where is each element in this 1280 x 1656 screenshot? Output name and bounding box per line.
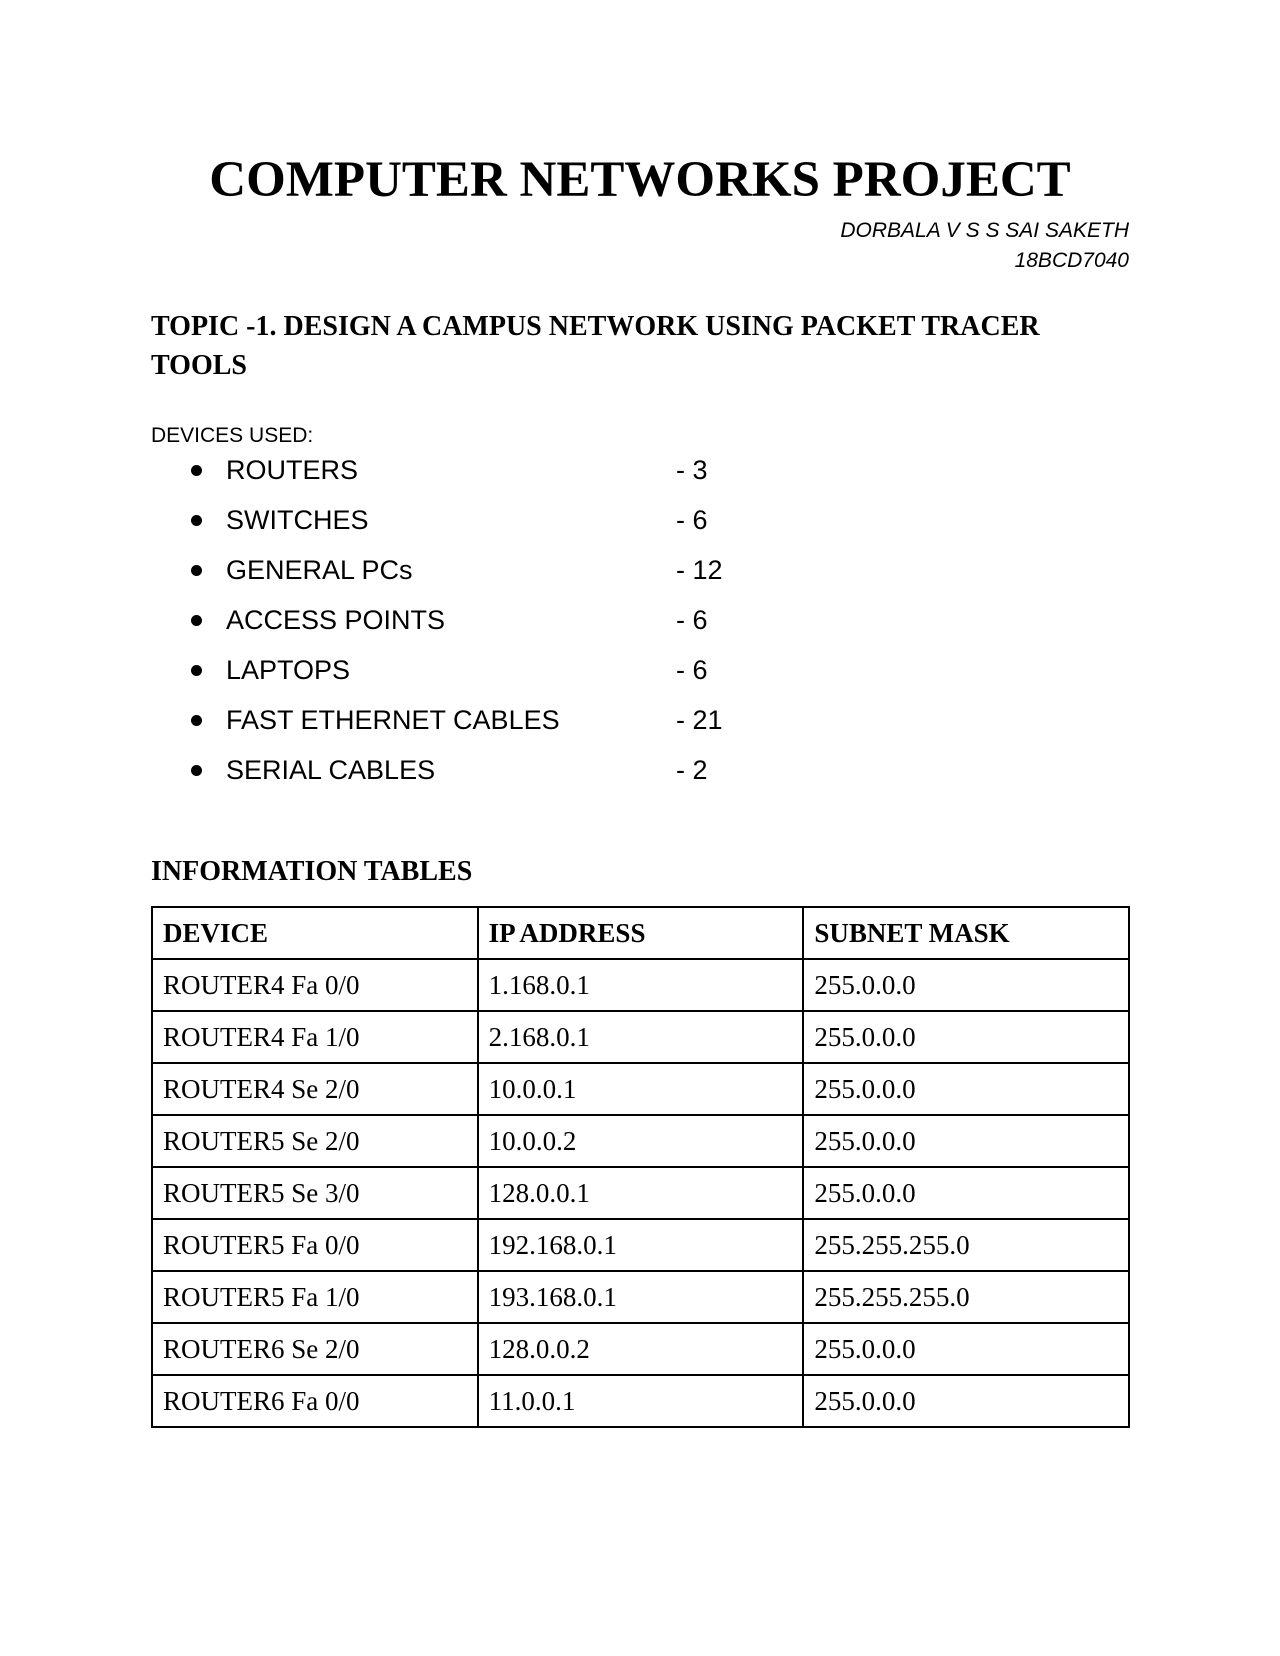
- information-table: [151, 906, 1130, 1428]
- cell-ip-address: 10.0.0.1: [478, 1063, 804, 1115]
- cell-ip-address: 2.168.0.1: [478, 1011, 804, 1063]
- bullet-icon: [191, 765, 202, 776]
- cell-subnet-mask: 255.0.0.0: [803, 1323, 1129, 1375]
- table-row: [152, 1375, 1129, 1427]
- author-block: [840, 216, 1129, 276]
- device-count: - 12: [676, 555, 723, 585]
- bullet-icon: [191, 565, 202, 576]
- column-header-ip-address: IP ADDRESS: [478, 907, 804, 959]
- author-name: DORBALA V S S SAI SAKETH: [840, 219, 1129, 242]
- table-row: [152, 1323, 1129, 1375]
- table-row: [152, 1167, 1129, 1219]
- device-count: - 3: [676, 455, 708, 485]
- cell-device: ROUTER6 Se 2/0: [152, 1323, 478, 1375]
- cell-device: ROUTER5 Fa 0/0: [152, 1219, 478, 1271]
- device-name: LAPTOPS: [226, 655, 351, 685]
- cell-ip-address: 193.168.0.1: [478, 1271, 804, 1323]
- cell-ip-address: 1.168.0.1: [478, 959, 804, 1011]
- cell-subnet-mask: 255.0.0.0: [803, 1375, 1129, 1427]
- table-row: [152, 959, 1129, 1011]
- device-name: SWITCHES: [226, 505, 369, 535]
- table-row: [152, 1011, 1129, 1063]
- device-name: FAST ETHERNET CABLES: [226, 705, 560, 735]
- device-name: ROUTERS: [226, 455, 359, 485]
- cell-subnet-mask: 255.0.0.0: [803, 1115, 1129, 1167]
- table-row: [152, 1271, 1129, 1323]
- cell-subnet-mask: 255.0.0.0: [803, 959, 1129, 1011]
- cell-device: ROUTER4 Fa 1/0: [152, 1011, 478, 1063]
- device-count: - 6: [676, 505, 708, 535]
- device-name: ACCESS POINTS: [226, 605, 446, 635]
- cell-subnet-mask: 255.255.255.0: [803, 1219, 1129, 1271]
- cell-device: ROUTER5 Se 2/0: [152, 1115, 478, 1167]
- device-count: - 2: [676, 755, 708, 785]
- bullet-icon: [191, 465, 202, 476]
- bullet-icon: [191, 615, 202, 626]
- information-tables-heading: INFORMATION TABLES: [151, 856, 473, 887]
- bullet-icon: [191, 715, 202, 726]
- cell-ip-address: 128.0.0.1: [478, 1167, 804, 1219]
- device-count: - 21: [676, 705, 723, 735]
- table-header-row: [152, 907, 1129, 959]
- cell-device: ROUTER4 Se 2/0: [152, 1063, 478, 1115]
- cell-subnet-mask: 255.0.0.0: [803, 1063, 1129, 1115]
- cell-device: ROUTER6 Fa 0/0: [152, 1375, 478, 1427]
- bullet-icon: [191, 515, 202, 526]
- cell-subnet-mask: 255.0.0.0: [803, 1167, 1129, 1219]
- column-header-subnet-mask: SUBNET MASK: [803, 907, 1129, 959]
- device-count: - 6: [676, 605, 708, 635]
- table-row: [152, 1219, 1129, 1271]
- bullet-icon: [191, 665, 202, 676]
- cell-device: ROUTER5 Fa 1/0: [152, 1271, 478, 1323]
- cell-ip-address: 128.0.0.2: [478, 1323, 804, 1375]
- cell-subnet-mask: 255.255.255.0: [803, 1271, 1129, 1323]
- table-row: [152, 1115, 1129, 1167]
- table-row: [152, 1063, 1129, 1115]
- cell-ip-address: 11.0.0.1: [478, 1375, 804, 1427]
- cell-ip-address: 10.0.0.2: [478, 1115, 804, 1167]
- topic-heading: TOPIC -1. DESIGN A CAMPUS NETWORK USING PACKET TRACER TOOLS: [151, 311, 1040, 381]
- page-title: COMPUTER NETWORKS PROJECT: [209, 152, 1071, 208]
- cell-subnet-mask: 255.0.0.0: [803, 1011, 1129, 1063]
- cell-device: ROUTER5 Se 3/0: [152, 1167, 478, 1219]
- devices-heading: DEVICES USED:: [151, 424, 314, 447]
- device-name: GENERAL PCs: [226, 555, 413, 585]
- cell-ip-address: 192.168.0.1: [478, 1219, 804, 1271]
- device-count: - 6: [676, 655, 708, 685]
- cell-device: ROUTER4 Fa 0/0: [152, 959, 478, 1011]
- device-name: SERIAL CABLES: [226, 755, 436, 785]
- column-header-device: DEVICE: [152, 907, 478, 959]
- author-id: 18BCD7040: [1014, 249, 1129, 272]
